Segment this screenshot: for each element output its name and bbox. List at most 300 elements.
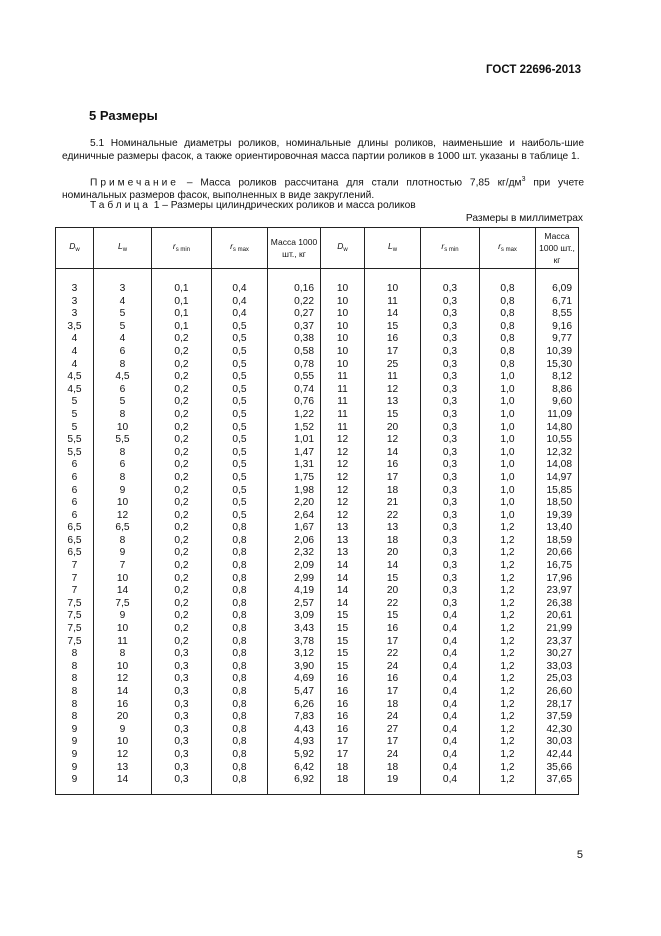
table-cell: 14 [321, 560, 365, 573]
table-cell: 23,97 [536, 585, 579, 598]
table-cell: 1,52 [268, 422, 321, 435]
table-row [56, 510, 579, 523]
table-cell: 0,8 [212, 598, 268, 611]
table-cell: 0,3 [152, 762, 212, 775]
table-cell: 14 [94, 686, 152, 699]
table-cell: 12 [321, 459, 365, 472]
table-cell: 0,3 [152, 736, 212, 749]
table-row [56, 610, 579, 623]
table-cell: 25,03 [536, 673, 579, 686]
table-row [56, 485, 579, 498]
table-cell: 19 [365, 774, 421, 795]
table-row [56, 535, 579, 548]
table-cell: 5 [94, 321, 152, 334]
table-row [56, 547, 579, 560]
table-cell: 0,2 [152, 384, 212, 397]
table-cell: 14,08 [536, 459, 579, 472]
table-cell: 4,69 [268, 673, 321, 686]
table-cell: 20,66 [536, 547, 579, 560]
table-cell: 12 [321, 497, 365, 510]
table-cell: 26,60 [536, 686, 579, 699]
table-cell: 0,8 [212, 762, 268, 775]
table-cell: 5,5 [94, 434, 152, 447]
table-cell: 30,27 [536, 648, 579, 661]
table-cell: 0,4 [421, 673, 480, 686]
table-cell: 0,8 [212, 585, 268, 598]
table-cell: 0,3 [152, 661, 212, 674]
table-cell: 5 [56, 409, 94, 422]
table-cell: 0,8 [212, 661, 268, 674]
table-cell: 0,3 [152, 648, 212, 661]
table-cell: 8,55 [536, 308, 579, 321]
table-cell: 6 [56, 472, 94, 485]
table-cell: 7,5 [56, 598, 94, 611]
table-cell: 14,80 [536, 422, 579, 435]
table-cell: 0,2 [152, 610, 212, 623]
table-cell: 12 [321, 434, 365, 447]
table-cell: 3 [56, 308, 94, 321]
table-cell: 0,76 [268, 396, 321, 409]
table-cell: 9,60 [536, 396, 579, 409]
table-cell: 20 [365, 585, 421, 598]
note-text: – Масса роликов рассчитана для стали плотностью 7,85 кг/дм [186, 177, 522, 189]
table-cell: 0,3 [421, 384, 480, 397]
table-cell: 22 [365, 648, 421, 661]
table-cell: 1,2 [480, 560, 536, 573]
table-row [56, 749, 579, 762]
table-cell: 13 [94, 762, 152, 775]
table-cell: 0,8 [212, 724, 268, 737]
table-cell: 0,3 [152, 686, 212, 699]
table-row [56, 623, 579, 636]
table-cell: 0,1 [152, 283, 212, 296]
table-cell: 0,3 [421, 447, 480, 460]
table-cell: 13 [365, 396, 421, 409]
table-cell: 1,0 [480, 422, 536, 435]
table-cell: 5 [56, 422, 94, 435]
table-cell: 0,2 [152, 623, 212, 636]
table-cell: 8,86 [536, 384, 579, 397]
table-cell: 10 [321, 308, 365, 321]
table-cell: 9 [56, 774, 94, 795]
table-cell: 0,8 [212, 673, 268, 686]
table-cell: 4 [56, 346, 94, 359]
table-cell: 0,22 [268, 296, 321, 309]
table-cell: 5 [56, 396, 94, 409]
table-cell: 0,8 [480, 333, 536, 346]
table-cell: 0,2 [152, 573, 212, 586]
table-row [56, 333, 579, 346]
table-cell: 18,59 [536, 535, 579, 548]
table-cell: 0,4 [212, 296, 268, 309]
table-cell: 8 [94, 535, 152, 548]
table-cell: 0,3 [421, 308, 480, 321]
table-cell: 0,3 [421, 497, 480, 510]
header-mass-2: Масса 1000 шт., кг [536, 228, 579, 269]
table-cell: 0,8 [212, 636, 268, 649]
table-cell: 0,38 [268, 333, 321, 346]
table-row [56, 724, 579, 737]
table-cell: 0,8 [212, 535, 268, 548]
table-cell: 0,1 [152, 296, 212, 309]
table-row [56, 308, 579, 321]
table-cell: 0,55 [268, 371, 321, 384]
table-cell: 0,4 [421, 724, 480, 737]
table-cell: 0,2 [152, 472, 212, 485]
table-cell: 0,2 [152, 598, 212, 611]
table-cell: 12 [321, 510, 365, 523]
table-spacer-row [56, 269, 579, 284]
table-row [56, 598, 579, 611]
table-cell: 0,3 [152, 711, 212, 724]
table-cell: 1,2 [480, 585, 536, 598]
table-cell: 1,31 [268, 459, 321, 472]
table-cell: 0,3 [152, 699, 212, 712]
table-cell: 14 [94, 585, 152, 598]
table-cell: 10,55 [536, 434, 579, 447]
table-cell: 6 [94, 384, 152, 397]
table-row [56, 497, 579, 510]
table-cell: 3,12 [268, 648, 321, 661]
note-tail: при учете номинальных размеров фасок, выполненных в виде закруглений. [62, 177, 584, 201]
table-cell: 18 [365, 762, 421, 775]
table-cell: 1,2 [480, 736, 536, 749]
table-cell: 12 [365, 384, 421, 397]
table-cell: 0,16 [268, 283, 321, 296]
table-cell: 2,57 [268, 598, 321, 611]
table-cell: 37,59 [536, 711, 579, 724]
table-cell: 9 [94, 610, 152, 623]
table-cell: 0,8 [480, 296, 536, 309]
table-cell: 17,96 [536, 573, 579, 586]
table-cell: 9 [94, 547, 152, 560]
table-row [56, 434, 579, 447]
table-cell: 15 [321, 661, 365, 674]
table-cell: 8 [94, 472, 152, 485]
table-cell: 0,2 [152, 409, 212, 422]
table-cell: 1,0 [480, 371, 536, 384]
table-cell: 0,4 [421, 749, 480, 762]
table-cell: 0,1 [152, 308, 212, 321]
table-cell: 13,40 [536, 522, 579, 535]
table-cell: 21 [365, 497, 421, 510]
table-cell: 0,5 [212, 459, 268, 472]
table-cell: 0,2 [152, 636, 212, 649]
table-cell: 0,58 [268, 346, 321, 359]
table-cell: 15 [321, 648, 365, 661]
table-cell: 4 [56, 359, 94, 372]
table-row [56, 359, 579, 372]
table-cell: 0,2 [152, 371, 212, 384]
table-cell: 1,67 [268, 522, 321, 535]
table-cell: 9,77 [536, 333, 579, 346]
table-cell: 10 [321, 359, 365, 372]
table-cell: 19,39 [536, 510, 579, 523]
note-paragraph [62, 174, 584, 202]
header-rs-min: $r_{s min}$ [152, 228, 212, 269]
table-cell: 0,5 [212, 434, 268, 447]
table-cell: 16 [94, 699, 152, 712]
table-cell: 1,0 [480, 510, 536, 523]
table-cell: 21,99 [536, 623, 579, 636]
table-cell: 6,5 [56, 535, 94, 548]
table-cell: 9 [56, 736, 94, 749]
table-cell: 8 [56, 686, 94, 699]
table-row [56, 522, 579, 535]
header-lw-2: $L_w$ [365, 228, 421, 269]
table-cell: 1,0 [480, 447, 536, 460]
table-cell: 0,2 [152, 547, 212, 560]
table-cell: 0,3 [421, 510, 480, 523]
table-cell: 12 [94, 673, 152, 686]
table-cell: 7 [56, 573, 94, 586]
page-number: 5 [576, 849, 583, 861]
table-cell: 13 [321, 535, 365, 548]
note-superscript: 3 [521, 176, 526, 183]
table-cell: 1,22 [268, 409, 321, 422]
table-cell: 0,2 [152, 447, 212, 460]
table-cell: 12 [321, 447, 365, 460]
table-cell: 3,09 [268, 610, 321, 623]
table-cell: 8 [94, 447, 152, 460]
table-cell: 16 [321, 699, 365, 712]
table-caption [90, 200, 416, 211]
table-cell: 0,3 [421, 459, 480, 472]
table-cell: 5 [94, 396, 152, 409]
table-cell: 8 [56, 661, 94, 674]
table-cell: 16 [365, 459, 421, 472]
table-cell: 18 [365, 485, 421, 498]
table-cell: 0,3 [421, 598, 480, 611]
table-cell: 0,5 [212, 422, 268, 435]
table-cell: 20 [365, 547, 421, 560]
table-cell: 9,16 [536, 321, 579, 334]
table-cell: 0,8 [212, 749, 268, 762]
table-cell: 6 [56, 497, 94, 510]
table-cell: 1,2 [480, 573, 536, 586]
table-cell: 6,92 [268, 774, 321, 795]
table-cell: 0,5 [212, 333, 268, 346]
table-cell: 0,5 [212, 485, 268, 498]
table-cell: 10 [94, 497, 152, 510]
table-cell: 11 [321, 396, 365, 409]
table-cell: 9 [56, 724, 94, 737]
table-cell: 16 [321, 686, 365, 699]
table-cell: 6,42 [268, 762, 321, 775]
table-cell: 3,90 [268, 661, 321, 674]
table-cell: 0,4 [421, 762, 480, 775]
table-cell: 11,09 [536, 409, 579, 422]
table-cell: 20 [365, 422, 421, 435]
table-cell: 0,8 [212, 560, 268, 573]
table-cell: 10 [94, 661, 152, 674]
table-cell: 8 [56, 648, 94, 661]
table-cell: 5,5 [56, 447, 94, 460]
table-cell: 11 [321, 409, 365, 422]
table-cell: 8 [94, 359, 152, 372]
table-cell: 14 [321, 585, 365, 598]
table-cell: 0,1 [152, 321, 212, 334]
table-cell: 20 [94, 711, 152, 724]
table-cell: 8 [56, 673, 94, 686]
table-cell: 7,5 [56, 623, 94, 636]
table-cell: 8 [56, 711, 94, 724]
table-cell: 14 [365, 560, 421, 573]
table-cell: 6 [94, 346, 152, 359]
table-row [56, 371, 579, 384]
table-cell: 0,3 [421, 535, 480, 548]
table-cell: 7 [56, 560, 94, 573]
table-row [56, 472, 579, 485]
table-cell: 25 [365, 359, 421, 372]
table-cell: 1,0 [480, 497, 536, 510]
table-cell: 0,5 [212, 321, 268, 334]
table-cell: 5 [94, 308, 152, 321]
table-cell: 8,12 [536, 371, 579, 384]
table-cell: 0,3 [421, 409, 480, 422]
table-cell: 0,8 [480, 321, 536, 334]
table-cell: 15 [365, 573, 421, 586]
table-cell: 0,8 [212, 522, 268, 535]
table-cell: 30,03 [536, 736, 579, 749]
table-cell: 10 [94, 422, 152, 435]
header-rs-max-2: $r_{s max}$ [480, 228, 536, 269]
table-cell: 6,71 [536, 296, 579, 309]
table-cell: 16 [365, 623, 421, 636]
table-cell: 0,2 [152, 346, 212, 359]
table-row [56, 560, 579, 573]
table-cell: 0,2 [152, 333, 212, 346]
table-cell: 6 [56, 510, 94, 523]
table-cell: 16,75 [536, 560, 579, 573]
table-cell: 0,3 [421, 573, 480, 586]
table-cell: 12 [365, 434, 421, 447]
table-cell: 0,2 [152, 560, 212, 573]
table-cell: 5,92 [268, 749, 321, 762]
table-cell: 26,38 [536, 598, 579, 611]
table-cell: 10 [321, 333, 365, 346]
table-cell: 0,2 [152, 485, 212, 498]
table-cell: 8 [94, 648, 152, 661]
table-cell: 0,4 [421, 736, 480, 749]
table-cell: 1,2 [480, 648, 536, 661]
table-cell: 3 [56, 283, 94, 296]
table-cell: 7 [56, 585, 94, 598]
table-cell: 23,37 [536, 636, 579, 649]
table-cell: 0,8 [212, 610, 268, 623]
table-cell: 18 [321, 762, 365, 775]
table-cell: 15,85 [536, 485, 579, 498]
table-cell: 0,4 [421, 623, 480, 636]
table-cell: 0,5 [212, 447, 268, 460]
header-dw: $D_w$ [56, 228, 94, 269]
table-cell: 24 [365, 749, 421, 762]
table-cell: 6,5 [56, 547, 94, 560]
table-cell: 16 [321, 673, 365, 686]
table-row [56, 661, 579, 674]
table-cell: 0,8 [480, 359, 536, 372]
table-cell: 0,2 [152, 422, 212, 435]
table-cell: 16 [321, 724, 365, 737]
paragraph-5-1: 5.1 Номинальные диаметры роликов, номинальные длины роликов, наименьшие и наиболь-шие единичные размеры фасок, а также ориентировочная масса партии роликов в 1000 шт. указаны в таблице 1. [62, 138, 584, 162]
table-row [56, 283, 579, 296]
table-cell: 20,61 [536, 610, 579, 623]
table-cell: 14 [365, 447, 421, 460]
table-cell: 3,5 [56, 321, 94, 334]
table-cell: 0,37 [268, 321, 321, 334]
table-cell: 1,2 [480, 749, 536, 762]
table-cell: 6 [56, 459, 94, 472]
table-cell: 18,50 [536, 497, 579, 510]
table-cell: 1,0 [480, 409, 536, 422]
table-row [56, 447, 579, 460]
table-cell: 7 [94, 560, 152, 573]
table-cell: 42,44 [536, 749, 579, 762]
table-cell: 1,2 [480, 610, 536, 623]
table-cell: 0,2 [152, 522, 212, 535]
table-cell: 0,5 [212, 472, 268, 485]
table-cell: 1,2 [480, 774, 536, 795]
table-cell: 0,4 [421, 636, 480, 649]
table-cell: 0,27 [268, 308, 321, 321]
table-cell: 18 [365, 535, 421, 548]
table-cell: 9 [94, 485, 152, 498]
table-cell: 1,75 [268, 472, 321, 485]
table-cell: 0,78 [268, 359, 321, 372]
table-cell: 1,2 [480, 623, 536, 636]
table-cell: 28,17 [536, 699, 579, 712]
table-cell: 1,98 [268, 485, 321, 498]
header-lw: $L_w$ [94, 228, 152, 269]
table-cell: 7,5 [56, 610, 94, 623]
table-cell: 0,5 [212, 384, 268, 397]
table-cell: 0,3 [152, 774, 212, 795]
table-cell: 4 [94, 296, 152, 309]
table-cell: 0,3 [421, 359, 480, 372]
header-rs-max: $r_{s max}$ [212, 228, 268, 269]
table-row [56, 409, 579, 422]
table-cell: 0,4 [421, 774, 480, 795]
table-cell: 0,2 [152, 396, 212, 409]
table-cell: 17 [365, 472, 421, 485]
table-cell: 2,64 [268, 510, 321, 523]
table-cell: 0,2 [152, 535, 212, 548]
table-cell: 11 [94, 636, 152, 649]
table-label: Таблица [90, 200, 151, 211]
table-cell: 0,5 [212, 359, 268, 372]
table-row [56, 384, 579, 397]
table-cell: 10 [94, 623, 152, 636]
table-cell: 0,3 [152, 749, 212, 762]
table-cell: 1,2 [480, 762, 536, 775]
table-cell: 0,2 [152, 459, 212, 472]
table-cell: 1,2 [480, 636, 536, 649]
table-cell: 24 [365, 661, 421, 674]
table-cell: 4,5 [56, 384, 94, 397]
table-cell: 10 [365, 283, 421, 296]
table-row [56, 774, 579, 795]
table-cell: 0,2 [152, 497, 212, 510]
table-cell: 15 [365, 409, 421, 422]
table-cell: 0,5 [212, 510, 268, 523]
dimensions-table [55, 227, 578, 801]
table-cell: 0,3 [421, 422, 480, 435]
table-cell: 0,2 [152, 359, 212, 372]
table-cell: 14 [365, 308, 421, 321]
table-cell: 16 [365, 333, 421, 346]
table-cell: 0,3 [421, 296, 480, 309]
table-cell: 0,8 [212, 648, 268, 661]
